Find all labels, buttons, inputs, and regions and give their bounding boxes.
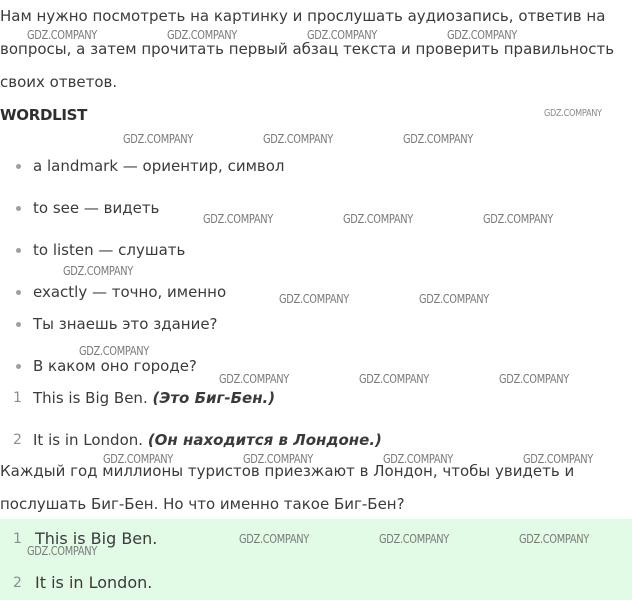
highlight-number: 1 xyxy=(13,531,22,547)
watermark: GDZ.COMPANY xyxy=(544,108,602,119)
answer-translation: (Это Биг-Бен.) xyxy=(152,389,276,407)
intro-line-3: своих ответов. xyxy=(0,73,118,91)
list-item-text: to see — видеть xyxy=(33,199,160,217)
watermark: GDZ.COMPANY xyxy=(263,132,333,146)
bullet-icon xyxy=(16,206,21,211)
watermark: GDZ.COMPANY xyxy=(379,532,449,546)
answer-text: This is Big Ben. xyxy=(33,389,148,407)
answer-translation: (Он находится в Лондоне.) xyxy=(147,431,382,449)
watermark: GDZ.COMPANY xyxy=(79,344,149,358)
watermark: GDZ.COMPANY xyxy=(219,372,289,386)
answer-number: 2 xyxy=(13,432,22,448)
list-item-text: to listen — слушать xyxy=(33,241,186,259)
watermark: GDZ.COMPANY xyxy=(343,212,413,226)
list-item-text: a landmark — ориентир, символ xyxy=(33,157,285,175)
bullet-icon xyxy=(16,248,21,253)
watermark: GDZ.COMPANY xyxy=(27,28,97,42)
watermark: GDZ.COMPANY xyxy=(27,544,97,558)
watermark: GDZ.COMPANY xyxy=(243,452,313,466)
watermark: GDZ.COMPANY xyxy=(499,372,569,386)
highlight-number: 2 xyxy=(13,575,22,591)
intro-line-2: вопросы, а затем прочитать первый абзац текста и проверить правильность xyxy=(0,40,615,58)
list-item-text: exactly — точно, именно xyxy=(33,283,227,301)
watermark: GDZ.COMPANY xyxy=(123,132,193,146)
watermark: GDZ.COMPANY xyxy=(203,212,273,226)
bullet-icon xyxy=(16,322,21,327)
watermark: GDZ.COMPANY xyxy=(239,532,309,546)
watermark: GDZ.COMPANY xyxy=(359,372,429,386)
bullet-icon xyxy=(16,364,21,369)
highlight-text: This is Big Ben. xyxy=(35,529,158,548)
answer-text: It is in London. xyxy=(33,431,144,449)
paragraph-line-2: послушать Биг-Бен. Но что именно такое Биг-Бен? xyxy=(0,495,405,513)
list-item-text: Ты знаешь это здание? xyxy=(33,315,218,333)
watermark: GDZ.COMPANY xyxy=(519,532,589,546)
watermark: GDZ.COMPANY xyxy=(483,212,553,226)
intro-line-1: Нам нужно посмотреть на картинку и прослушать аудиозапись, ответив на xyxy=(0,7,606,25)
watermark: GDZ.COMPANY xyxy=(103,452,173,466)
list-item-text: В каком оно городе? xyxy=(33,357,197,375)
watermark: GDZ.COMPANY xyxy=(167,28,237,42)
highlight-text: It is in London. xyxy=(35,573,153,592)
watermark: GDZ.COMPANY xyxy=(419,292,489,306)
watermark: GDZ.COMPANY xyxy=(447,28,517,42)
watermark: GDZ.COMPANY xyxy=(279,292,349,306)
watermark: GDZ.COMPANY xyxy=(523,452,593,466)
watermark: GDZ.COMPANY xyxy=(403,132,473,146)
wordlist-heading: WORDLIST xyxy=(0,106,88,124)
watermark: GDZ.COMPANY xyxy=(307,28,377,42)
paragraph-line-1: Каждый год миллионы туристов приезжают в Лондон, чтобы увидеть и xyxy=(0,462,575,480)
bullet-icon xyxy=(16,290,21,295)
answer-number: 1 xyxy=(13,390,22,406)
bullet-icon xyxy=(16,164,21,169)
watermark: GDZ.COMPANY xyxy=(383,452,453,466)
watermark: GDZ.COMPANY xyxy=(63,264,133,278)
